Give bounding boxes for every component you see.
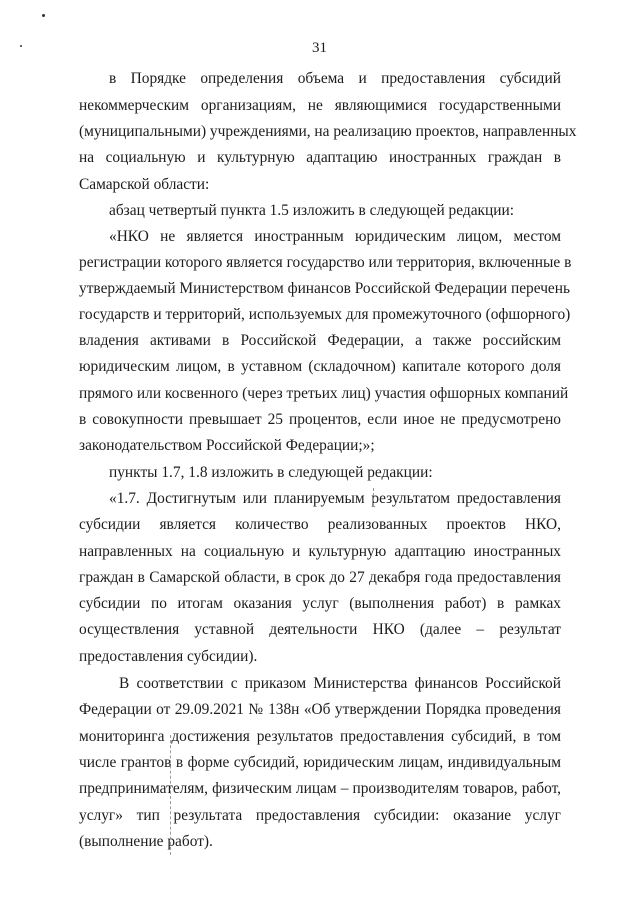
text-line: Федерации от 29.09.2021 № 138н «Об утверждении Порядка проведения: [79, 701, 561, 718]
text-line: утверждаемый Министерством финансов Российской Федерации перечень: [79, 280, 571, 297]
text-line: прямого или косвенного (через третьих лиц) участия офшорных компаний: [79, 385, 569, 402]
text-line: некоммерческим организациям, не являющимися государственными: [79, 97, 561, 114]
text-line: юридическим лицом, в уставном (складочном) капитале которого доля: [79, 358, 561, 375]
text-line: (муниципальными) учреждениями, на реализацию проектов, направленных: [79, 123, 577, 140]
text-line: государств и территорий, используемых для промежуточного (офшорного): [79, 306, 571, 323]
text-line: субсидии по итогам оказания услуг (выполнения работ) в рамках: [79, 595, 561, 612]
text-line: числе грантов в форме субсидий, юридическим лицам, индивидуальным: [79, 754, 561, 771]
text-line: в Порядке определения объема и предоставления субсидий: [109, 70, 561, 87]
scan-fold-line: [170, 735, 171, 855]
text-line: субсидии является количество реализованных проектов НКО,: [79, 516, 561, 533]
text-line: «1.7. Достигнутым или планируемым результатом предоставления: [109, 490, 561, 507]
text-line: мониторинга достижения результатов предоставления субсидий, в том: [79, 728, 561, 745]
text-line: (выполнение работ).: [79, 833, 213, 850]
text-line: пункты 1.7, 1.8 изложить в следующей редакции:: [109, 464, 433, 481]
text-line: предоставления субсидии).: [79, 648, 258, 665]
text-line: владения активами в Российской Федерации, а также российским: [79, 332, 561, 349]
text-line: услуг» тип результата предоставления субсидии: оказание услуг: [79, 807, 561, 824]
text-line: на социальную и культурную адаптацию иностранных граждан в: [79, 149, 561, 166]
page-number: 31: [312, 40, 327, 56]
text-line: граждан в Самарской области, в срок до 27 декабря года предоставления: [79, 569, 561, 586]
scan-fold-line: [373, 488, 374, 506]
scan-speck: [20, 45, 22, 47]
text-line: регистрации которого является государство или территория, включенные в: [79, 254, 572, 271]
text-line: абзац четвертый пункта 1.5 изложить в следующей редакции:: [109, 202, 514, 219]
text-line: предпринимателям, физическим лицам – производителям товаров, работ,: [79, 780, 561, 797]
text-line: «НКО не является иностранным юридическим лицом, местом: [109, 228, 561, 245]
text-line: направленных на социальную и культурную адаптацию иностранных: [79, 543, 561, 560]
text-line: В соответствии с приказом Министерства финансов Российской: [119, 675, 561, 692]
scan-speck: [42, 14, 45, 17]
text-line: Самарской области:: [79, 176, 210, 193]
text-line: осуществления уставной деятельности НКО (далее – результат: [79, 621, 561, 638]
text-line: законодательством Российской Федерации;»;: [79, 437, 375, 454]
text-line: в совокупности превышает 25 процентов, если иное не предусмотрено: [79, 411, 561, 428]
